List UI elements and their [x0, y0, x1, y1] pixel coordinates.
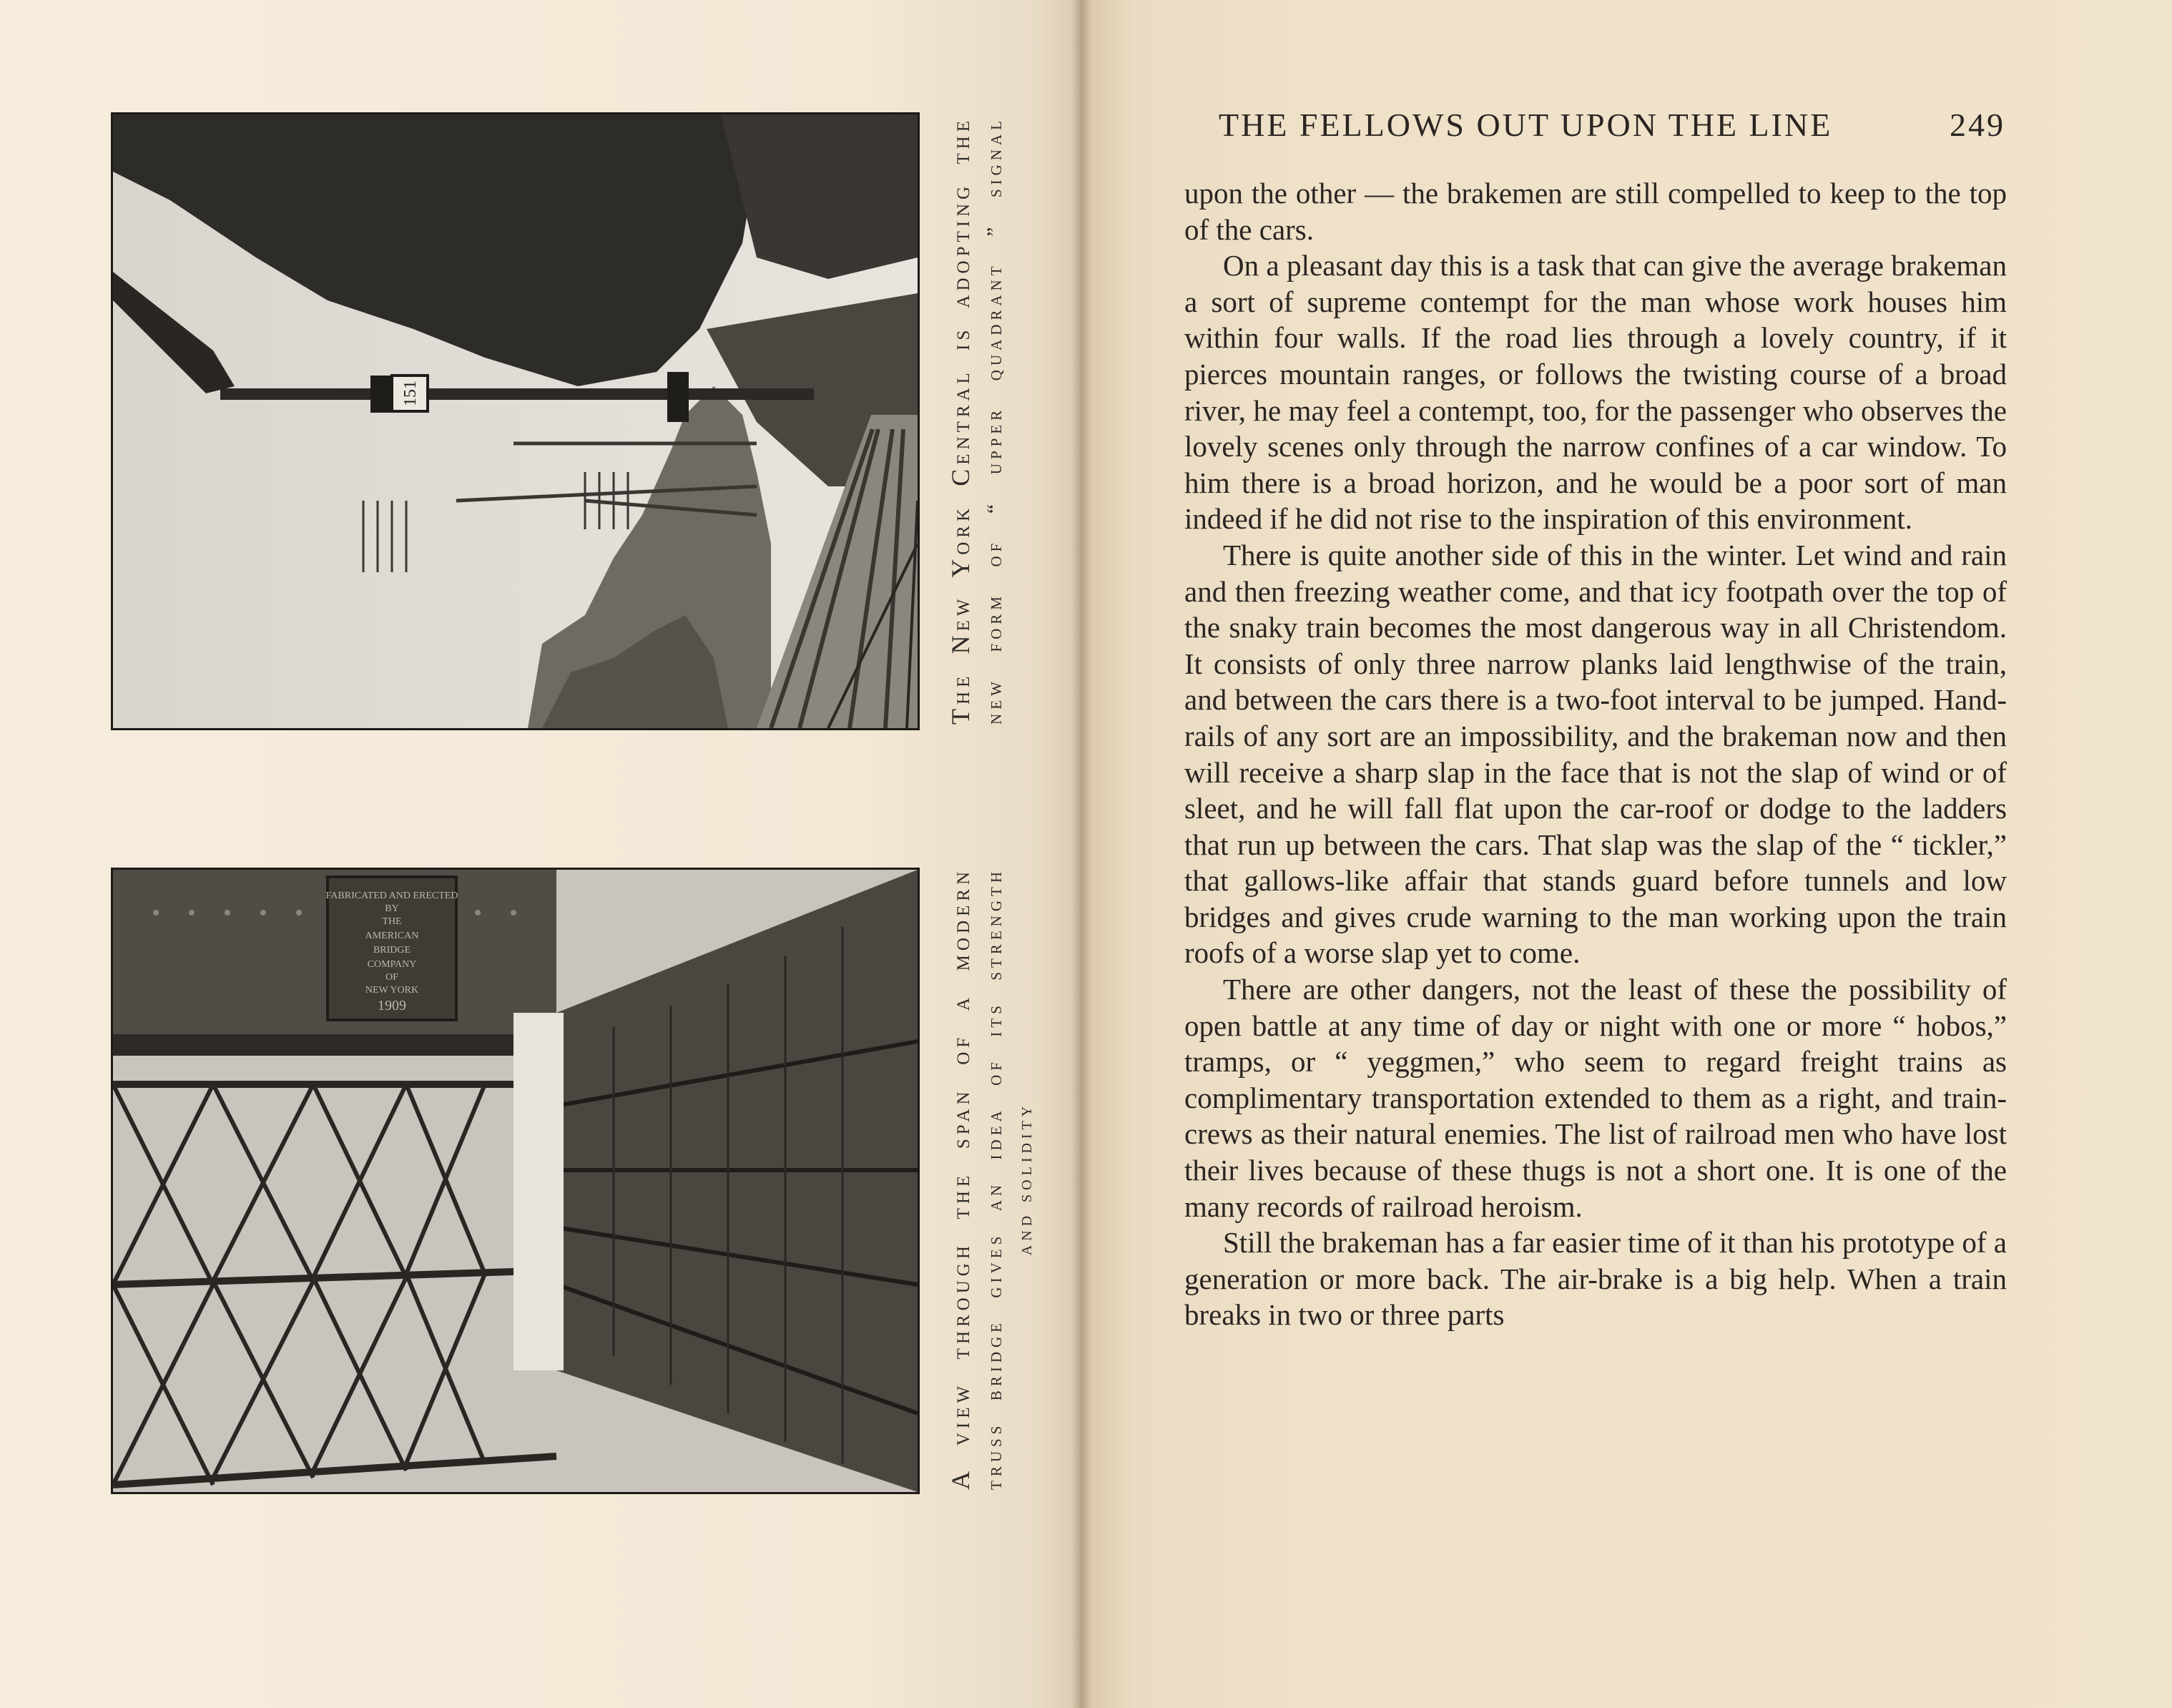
- caption-line: truss bridge gives an idea of its strength: [983, 868, 1006, 1490]
- paragraph: Still the brakeman has a far easier time of it than his prototype of a generation or more back. The air-brake is a big help. When a train breaks in two or three parts: [1184, 1226, 2007, 1332]
- caption-line: new form of “ upper quadrant ” signal: [983, 117, 1006, 725]
- plaque-line: BY: [385, 903, 399, 914]
- paragraph: There is quite another side of this in the winter. Let wind and rain and then freezing weather come, and that icy footpath over the top of the snaky train becomes the most dangerous way in all Christendom. It consists of only three narrow planks laid lengthwise of the train, and between the cars there is a two-foot interval to be jumped. Hand-rails of any sort are an impossibility, and the brakeman now and then will receive a sharp slap in the face that is not the slap of wind or of sleet, and he will fall flat upon the car-roof or dodge to the ladders that run up between the cars. That slap was the slap of the “ tickler,” that gallows-like affair that stands guard before tunnels and low bridges and gives crude warning to the man working upon the train roofs of a worse slap yet to come.: [1184, 538, 2007, 970]
- truss-bridge-photo: [111, 868, 920, 1494]
- caption-line: A view through the span of a modern: [946, 868, 975, 1490]
- body-text: [1184, 175, 2007, 1333]
- truss-bridge-photo-image: [113, 870, 918, 1492]
- paragraph: upon the other — the brakemen are still compelled to keep to the top of the cars.: [1184, 177, 2007, 246]
- plaque-line: 1909: [378, 998, 406, 1013]
- plaque-line: THE: [382, 916, 402, 927]
- gutter-shadow: [1071, 0, 1091, 1708]
- plaque-line: AMERICAN: [365, 931, 419, 941]
- page-number: 249: [1950, 107, 2005, 143]
- caption-line: The New York Central is adopting the: [946, 117, 975, 725]
- left-page: [0, 0, 1081, 1708]
- paragraph: On a pleasant day this is a task that can give the average brakeman a sort of supreme contempt for the man whose work houses him within four walls. If the road lies through a lovely country, if it pierces mountain ranges, or follows the twisting course of a broad river, he may feel a contempt, too, for the passenger who observes the lovely scenes only through the narrow confines of a car window. To him there is a broad horizon, and he would be a poor sort of man indeed if he did not rise to the inspiration of this environment.: [1184, 249, 2007, 536]
- signal-photo-caption: [945, 117, 1007, 725]
- plaque-line: BRIDGE: [373, 945, 411, 956]
- truss-bridge-caption: [945, 868, 1037, 1490]
- running-title: THE FELLOWS OUT UPON THE LINE: [1219, 107, 1833, 143]
- plaque-line: OF: [385, 972, 398, 983]
- plaque-line: FABRICATED AND ERECTED: [325, 890, 458, 901]
- plaque-line: COMPANY: [367, 959, 417, 970]
- signal-photo: [111, 112, 920, 730]
- plaque-line: NEW YORK: [365, 985, 419, 996]
- running-head: [1219, 106, 2005, 144]
- caption-line: and solidity: [1014, 1101, 1036, 1256]
- paragraph: There are other dangers, not the least of these the possibility of open battle at any time of day or night with one or more “ hobos,” tramps, or “ yeggmen,” who seem to regard freight trains as complimentary transportation extended to them as a right, and train-crews as their natural enemies. The list of railroad men who have lost their lives because of these thugs is not a short one. It is one of the many records of railroad heroism.: [1184, 973, 2007, 1223]
- signal-photo-image: [113, 114, 918, 728]
- signal-number-plate: 151: [401, 381, 420, 406]
